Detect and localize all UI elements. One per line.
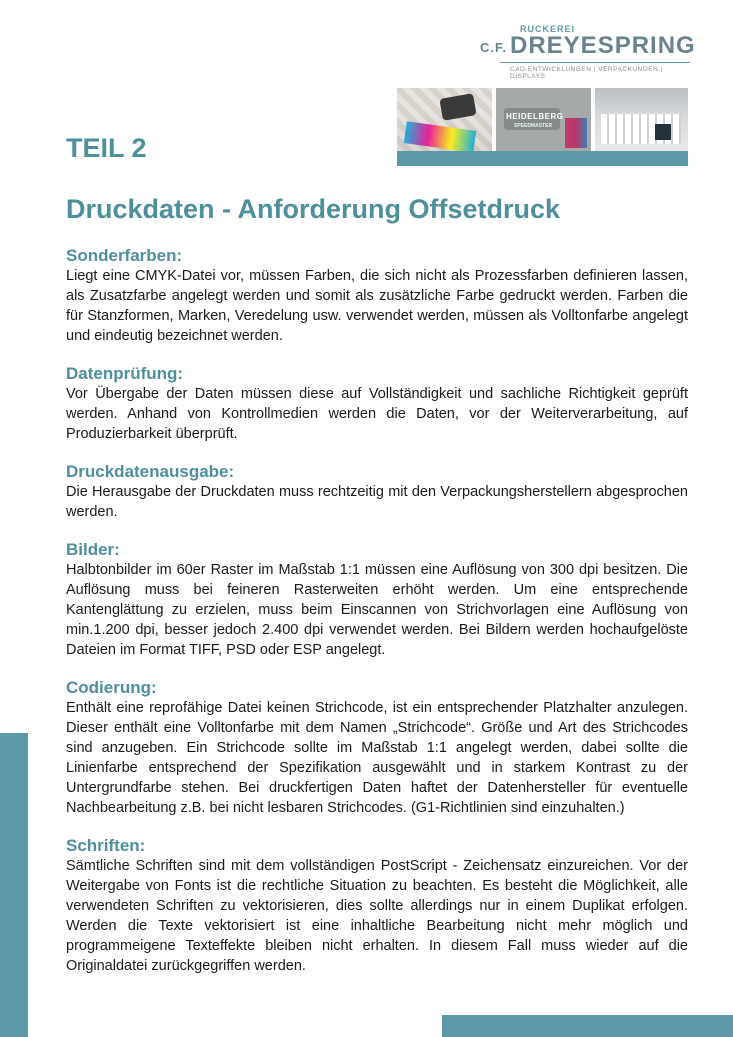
section-body: Vor Übergabe der Daten müssen diese auf Vollständigkeit und sachliche Richtigkeit geprüft werden. Anhand von Kontrollmedien werden die Daten, vor der Weiterverarbeitung, auf Produzierbarkeit überprüft. (66, 386, 688, 442)
section-body: Die Herausgabe der Druckdaten muss rechtzeitig mit den Verpackungsherstellern abgesprochen werden. (66, 484, 688, 520)
color-measurement-photo (397, 88, 492, 151)
logo-divider (500, 62, 690, 63)
printing-press-photo (496, 88, 591, 151)
photo-accent-band (397, 151, 688, 166)
section-title: Datenprüfung: (66, 364, 184, 383)
header-photo-strip (397, 88, 688, 166)
logo-top-word: RUCKEREI (520, 24, 576, 34)
section-sonderfarben (66, 246, 688, 346)
section-schriften (66, 836, 688, 976)
section-codierung (66, 678, 688, 818)
company-logo (480, 22, 696, 80)
section-title: Druckdatenausgabe: (66, 462, 235, 481)
warehouse-photo (595, 88, 688, 151)
section-bilder (66, 540, 688, 660)
bottom-accent-bar (442, 1015, 733, 1037)
measuring-device (439, 93, 476, 121)
section-title: Sonderfarben: (66, 246, 183, 265)
color-strip (404, 121, 476, 153)
page-title: Druckdaten - Anforderung Offsetdruck (66, 194, 561, 224)
section-body: Enthält eine reprofähige Datei keinen Strichcode, ist ein entsprechender Platzhalter anzulegen. Dieser enthält eine Volltonfarbe mit dem Namen „Strichcode“. Größe und Art des Strichcodes sind anzugeben. Ein Strichcode sollte im Maßstab 1:1 angelegt werden, dabei sollte die Linienfarbe entsprechend der Spezifikation ausgewählt und in starkem Kontrast zu der Untergrundfarbe stehen. Bei druckfertigen Daten haftet der Datenhersteller für eventuelle Nachbearbeitung z.B. bei nicht lesbaren Strichcodes. (G1-Richtlinien sind einzuhalten.) (66, 700, 688, 816)
left-accent-bar (0, 733, 28, 1037)
press-brand: HEIDELBERG (506, 112, 564, 121)
section-datenpruefung (66, 364, 688, 444)
section-title: Schriften: (66, 836, 146, 855)
logo-tagline: CAD-ENTWICKLUNGEN | VERPACKUNGEN | DISPLAYS (510, 66, 663, 80)
logo-prefix: C.F. (480, 40, 508, 55)
part-heading: TEIL 2 (66, 133, 147, 163)
main-content (66, 246, 688, 994)
logo-name: DREYESPRING (510, 32, 696, 59)
paper-rolls (565, 118, 587, 148)
press-model: SPEEDMASTER (514, 123, 553, 129)
section-druckdatenausgabe (66, 462, 688, 522)
section-body: Sämtliche Schriften sind mit dem vollständigen PostScript - Zeichensatz einzureichen. Vor der Weitergabe von Fonts ist die rechtliche Situation zu beachten. Es besteht die Möglichkeit, alle verwendeten Schriften zu vektorisieren, dies sollte allerdings nur in einem Duplikat erfolgen. Werden die Texte vektorisiert ist eine inhaltliche Bearbeitung nicht mehr möglich und programmeigene Texteffekte bleiben nicht erhalten. In diesem Fall muss wieder auf die Originaldatei zurückgegriffen werden. (66, 858, 688, 974)
forklift (655, 124, 671, 140)
section-body: Liegt eine CMYK-Datei vor, müssen Farben, die sich nicht als Prozessfarben definieren lassen, als Zusatzfarbe angelegt werden und somit als zusätzliche Farbe gedruckt werden. Farben die für Stanzformen, Marken, Veredelung usw. verwendet werden, müssen als Volltonfarbe angelegt und eindeutig bezeichnet werden. (66, 268, 688, 344)
section-title: Codierung: (66, 678, 157, 697)
section-body: Halbtonbilder im 60er Raster im Maßstab 1:1 müssen eine Auflösung von 300 dpi besitzen. Die Auflösung muss bei feineren Rasterweiten erhöht werden. Um eine entsprechende Kantenglättung zu erzielen, muss beim Einscannen von Strichvorlagen eine Auflösung von min.1.200 dpi, besser jedoch 2.400 dpi verwendet werden. Bei Bildern werden hochaufgelöste Dateien im Format TIFF, PSD oder ESP angelegt. (66, 562, 688, 658)
section-title: Bilder: (66, 540, 120, 559)
